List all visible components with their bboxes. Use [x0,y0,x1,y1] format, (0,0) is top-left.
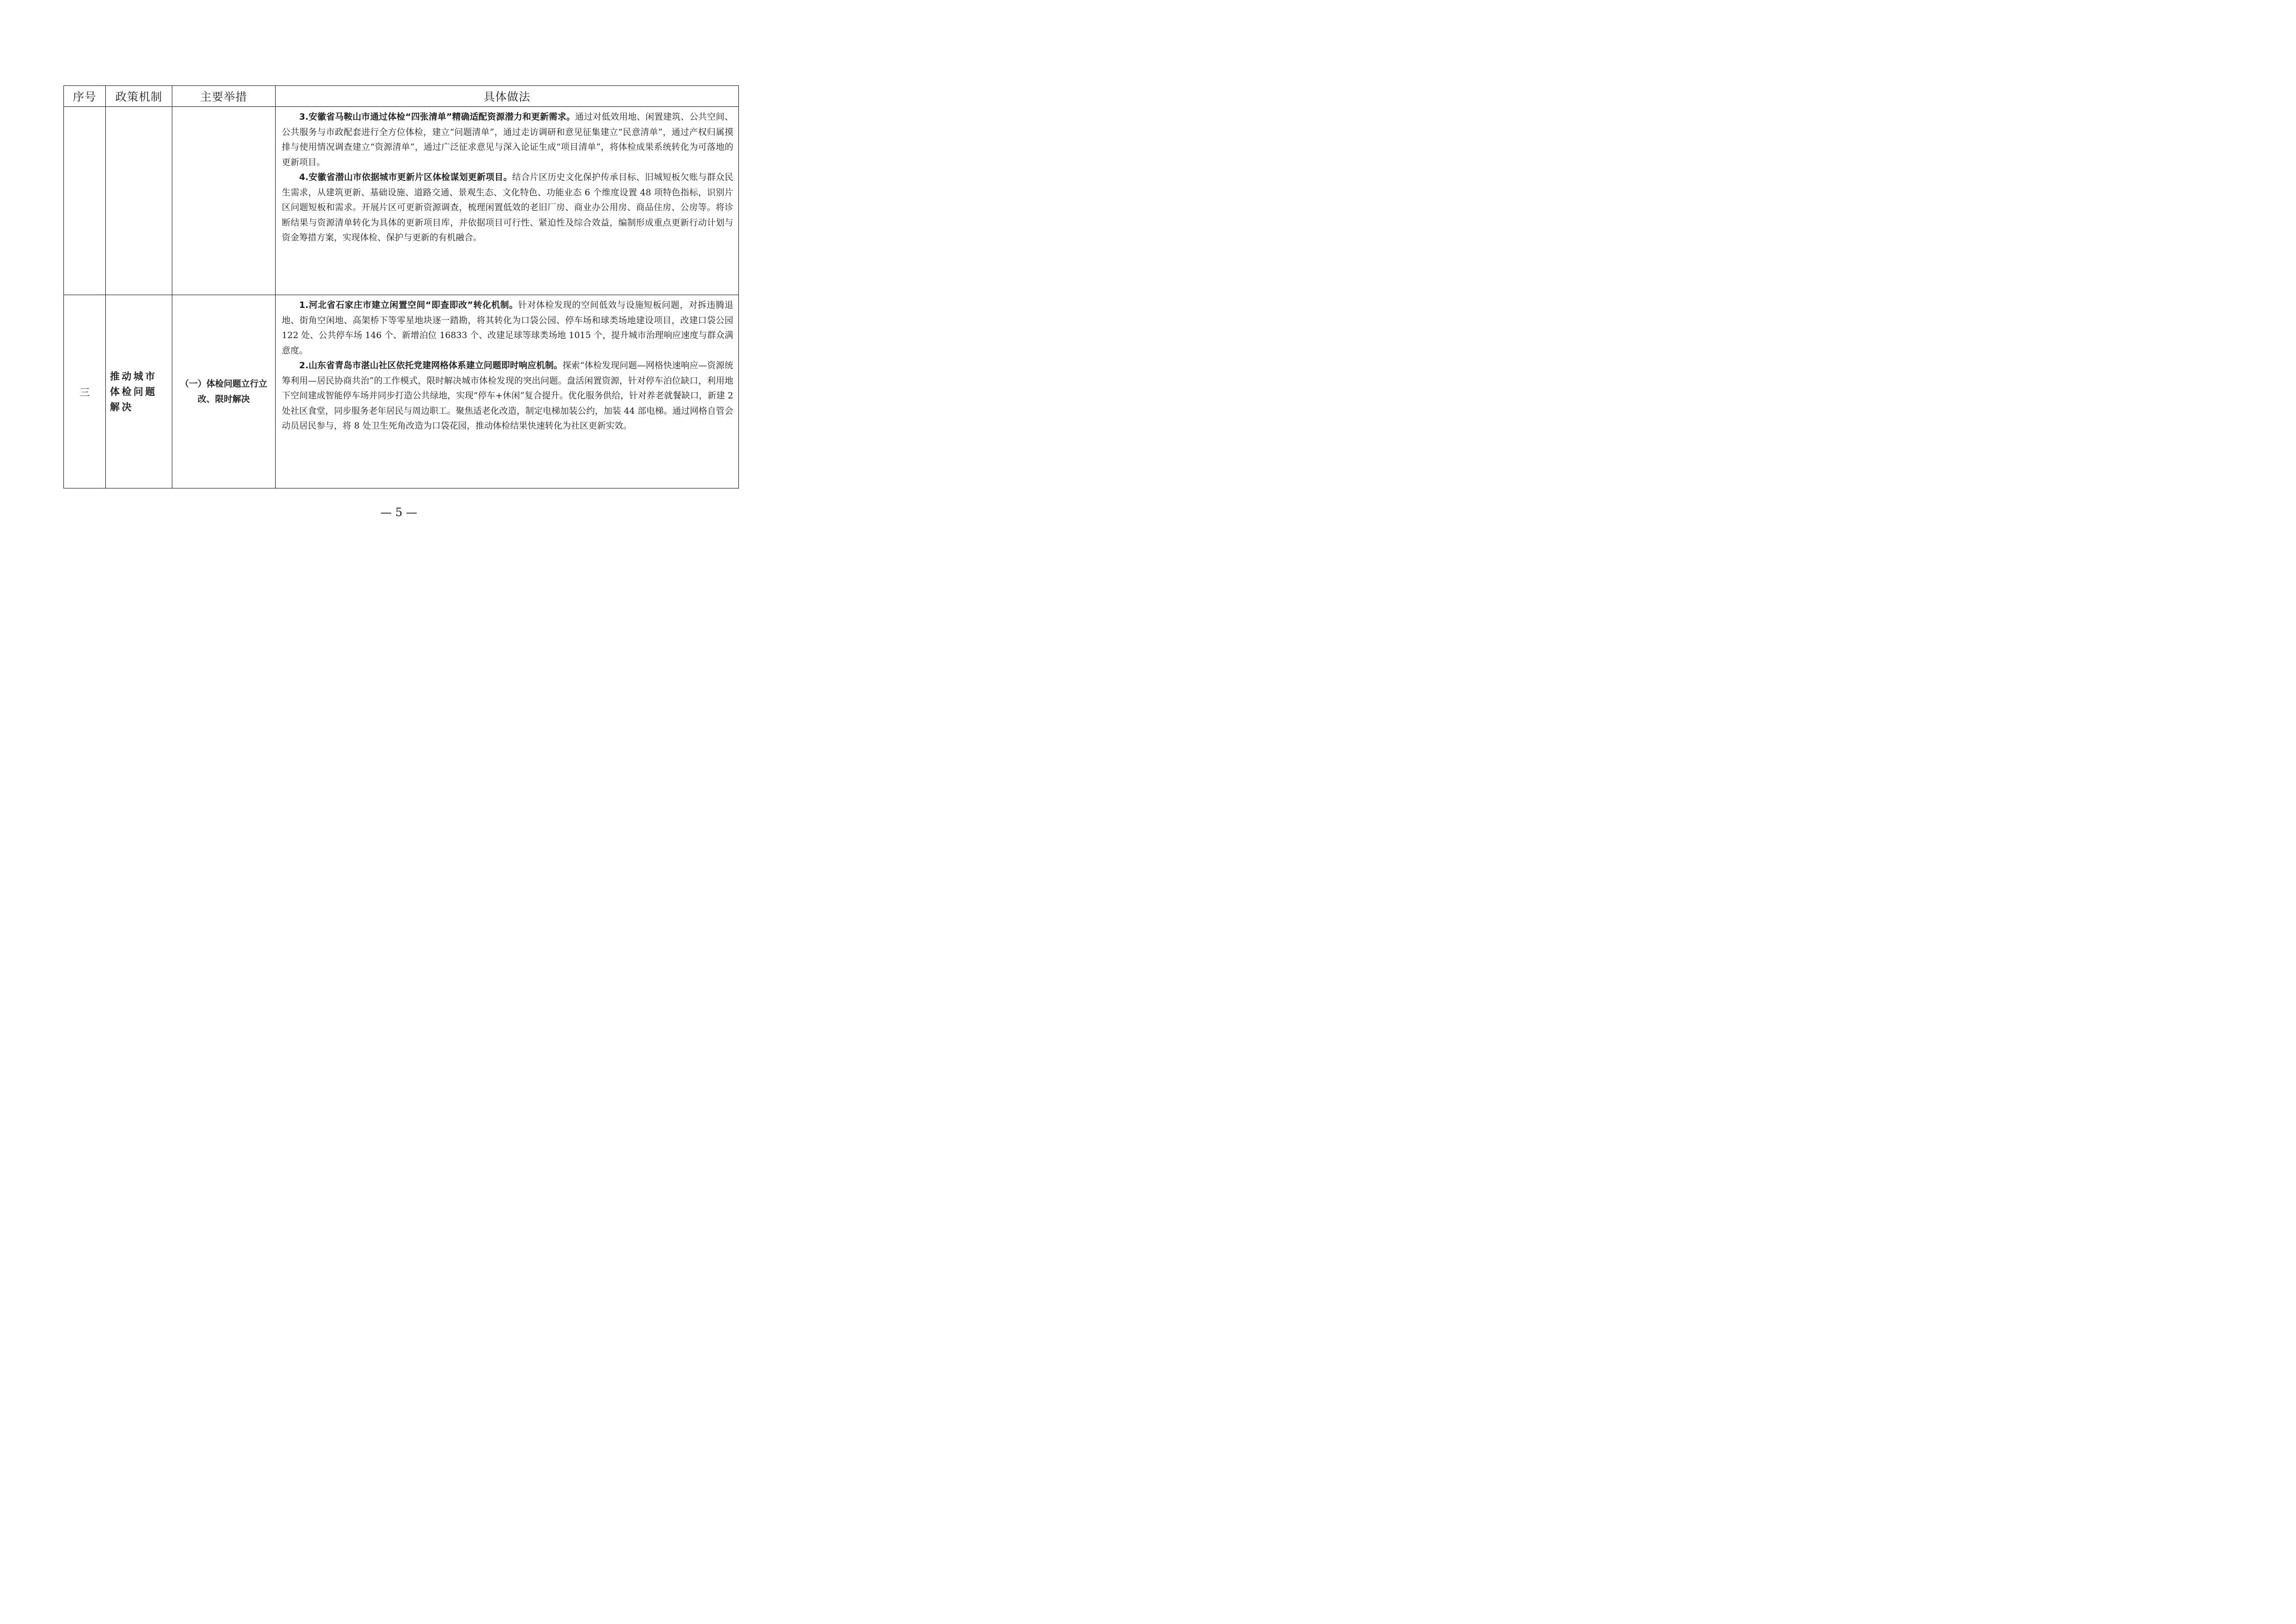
practice-lead: 3.安徽省马鞍山市通过体检“四张清单”精确适配资源潜力和更新需求。 [299,112,575,122]
row-main-measure [172,107,276,295]
row-serial-number: 三 [64,295,106,488]
row-specific-practices [276,107,739,295]
practice-lead: 1.河北省石家庄市建立闲置空间“即查即改”转化机制。 [299,300,519,310]
practice-paragraph [282,170,733,246]
table-header-row [64,86,739,107]
header-serial-number: 序号 [64,86,106,107]
row-serial-number [64,107,106,295]
table-row [64,107,739,295]
practice-body: 通过对低效用地、闲置建筑、公共空间、公共服务与市政配套进行全方位体检，建立“问题清单”，通过走访调研和意见征集建立“民意清单”，通过产权归属摸排与使用情况调查建立“资源清单”，通过广泛征求意见与深入论证生成“项目清单”，将体检成果系统转化为可落地的更新项目。 [282,112,733,168]
row-main-measure: （一）体检问题立行立改、限时解决 [172,295,276,488]
page-number: — 5 — [380,506,417,519]
practice-body: 针对体检发现的空间低效与设施短板问题，对拆违腾退地、街角空闲地、高架桥下等零星地块逐一踏勘，将其转化为口袋公园、停车场和球类场地建设项目，改建口袋公园 122 处、公共停车场 146 个、新增泊位 16833 个、改建足球等球类场地 1015 个，提升城市治理响应速度与群众满意度。 [282,300,734,356]
practice-lead: 4.安徽省潜山市依据城市更新片区体检谋划更新项目。 [299,172,512,183]
practice-body: 探索“体检发现问题—网格快速响应—资源统筹利用—居民协商共治”的工作模式，限时解决城市体检发现的突出问题。盘活闲置资源，针对停车泊位缺口，利用地下空间建成智能停车场并同步打造公共绿地，实现“停车+休闲”复合提升。优化服务供给，针对养老就餐缺口，新建 2 处社区食堂，同步服务老年居民与周边职工。聚焦适老化改造，制定电梯加装公约，加装 44 部电梯。通过网格自管会动员居民参与，将 8 处卫生死角改造为口袋花园，推动体检结果快速转化为社区更新实效。 [282,361,733,431]
policy-table [63,85,739,488]
practice-paragraph [282,359,733,434]
practice-lead: 2.山东省青岛市湛山社区依托党建网格体系建立问题即时响应机制。 [299,361,562,371]
practice-body: 结合片区历史文化保护传承目标、旧城短板欠账与群众民生需求，从建筑更新、基础设施、道路交通、景观生态、文化特色、功能业态 6 个维度设置 48 项特色指标，识别片区问题短板和需求。开展片区可更新资源调查，梳理闲置低效的老旧厂房、商业办公用房、商品住房、公房等。将诊断结果与资源清单转化为具体的更新项目库，并依据项目可行性、紧迫性及综合效益，编制形成重点更新行动计划与资金筹措方案，实现体检、保护与更新的有机融合。 [282,172,733,243]
header-main-measures: 主要举措 [172,86,276,107]
header-specific-practices: 具体做法 [276,86,739,107]
row-specific-practices [276,295,739,488]
table-row [64,295,739,488]
header-policy-mechanism: 政策机制 [106,86,172,107]
practice-paragraph [282,298,733,359]
row-policy-mechanism: 推动城市体检问题解决 [106,295,172,488]
row-policy-mechanism [106,107,172,295]
practice-paragraph [282,110,733,170]
